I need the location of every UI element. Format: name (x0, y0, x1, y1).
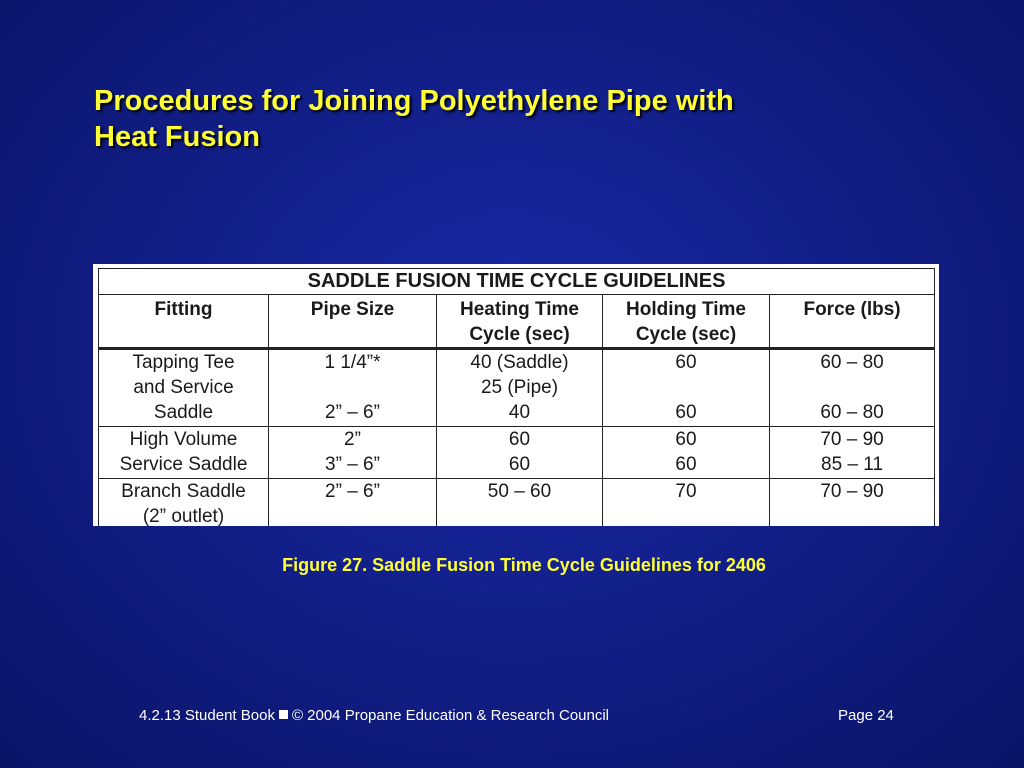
cell-line: Tapping Tee (132, 352, 235, 373)
cell-line: 40 (Saddle) (470, 352, 569, 373)
cell-line (603, 375, 769, 400)
cell-heating (437, 427, 603, 479)
cell-holding (603, 349, 770, 427)
header-fitting (99, 295, 269, 349)
cell-line: 2” – 6” (325, 481, 380, 502)
footer-left (139, 707, 609, 724)
cell-line: 60 (675, 352, 697, 373)
cell-pipe-size (269, 427, 437, 479)
cell-line (269, 375, 436, 400)
figure-caption: Figure 27. Saddle Fusion Time Cycle Guidelines for 2406 (282, 555, 766, 575)
cell-line: 60 (675, 454, 697, 475)
cell-force (770, 349, 935, 427)
cell-line: Branch Saddle (121, 481, 246, 502)
cell-heating (437, 349, 603, 427)
cell-fitting (99, 479, 269, 527)
cell-line: 85 – 11 (821, 454, 884, 475)
cell-line: Saddle (153, 402, 214, 423)
cell-line (770, 375, 934, 400)
cell-line: 60 (508, 429, 531, 450)
cell-line: and Service (133, 377, 234, 398)
slide-title-line-2: Heat Fusion (94, 121, 260, 153)
table-row (99, 427, 935, 479)
square-bullet-icon (279, 710, 288, 719)
slide-title (94, 83, 894, 155)
cell-line: 3” – 6” (325, 454, 380, 475)
header-heating-line-1: Heating Time (460, 299, 579, 320)
page-number: Page 24 (838, 707, 894, 724)
cell-line: Service Saddle (119, 454, 248, 475)
cell-holding (603, 427, 770, 479)
cell-fitting (99, 349, 269, 427)
header-force (770, 295, 935, 349)
cell-line: 60 – 80 (820, 402, 884, 423)
footer-book-label: 4.2.13 Student Book (139, 707, 275, 724)
header-holding-line-1: Holding Time (626, 299, 746, 320)
header-fitting-label: Fitting (154, 299, 213, 320)
cell-line (603, 504, 769, 526)
header-holding-line-2: Cycle (sec) (635, 324, 737, 345)
table-row (99, 479, 935, 527)
header-holding-time (603, 295, 770, 349)
footer-copyright: © 2004 Propane Education & Research Council (291, 707, 610, 724)
cell-line (269, 504, 436, 526)
header-force-label: Force (lbs) (803, 299, 901, 320)
cell-pipe-size (269, 479, 437, 527)
cell-line: 50 – 60 (487, 481, 552, 502)
cell-pipe-size (269, 349, 437, 427)
header-pipe-size-label: Pipe Size (310, 299, 395, 320)
guidelines-table-image (93, 264, 939, 526)
cell-line: High Volume (129, 429, 238, 450)
cell-line: 70 (675, 481, 697, 502)
cell-force (770, 427, 935, 479)
header-pipe-size (269, 295, 437, 349)
cell-line: 2” (344, 429, 361, 450)
header-heating-line-2: Cycle (sec) (469, 324, 570, 345)
cell-line: 70 – 90 (820, 481, 884, 502)
cell-holding (603, 479, 770, 527)
cell-line (770, 504, 934, 526)
cell-line: (2” outlet) (142, 506, 225, 526)
cell-line: 1 1/4”* (324, 352, 381, 373)
cell-line: 70 – 90 (820, 429, 884, 450)
table-caption: SADDLE FUSION TIME CYCLE GUIDELINES (99, 269, 935, 295)
cell-heating (437, 479, 603, 527)
cell-line (437, 504, 602, 526)
cell-line: 60 – 80 (820, 352, 884, 373)
cell-line: 60 (675, 429, 697, 450)
cell-line: 2” – 6” (325, 402, 380, 423)
cell-fitting (99, 427, 269, 479)
slide-title-line-1: Procedures for Joining Polyethylene Pipe with (94, 85, 734, 117)
cell-line: 60 (675, 402, 697, 423)
cell-line: 25 (Pipe) (480, 377, 559, 398)
cell-force (770, 479, 935, 527)
cell-line: 40 (508, 402, 531, 423)
saddle-fusion-table (98, 268, 935, 526)
cell-line: 60 (508, 454, 531, 475)
header-heating-time (437, 295, 603, 349)
table-row (99, 349, 935, 427)
